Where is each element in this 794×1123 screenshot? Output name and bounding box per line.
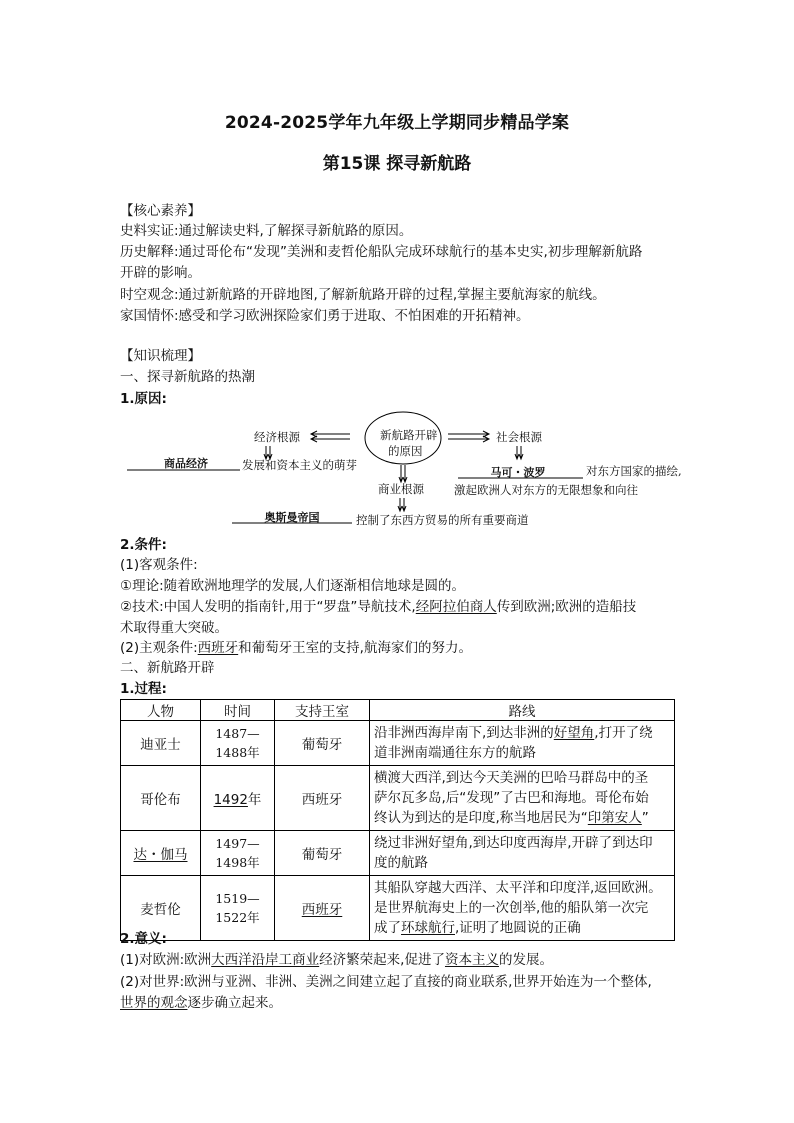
navigators-table	[120, 699, 675, 941]
cell-crown: 葡萄牙	[275, 721, 370, 766]
table-row	[121, 766, 675, 831]
table-row	[121, 831, 675, 876]
cell-person: 哥伦布	[121, 766, 201, 831]
cell-crown: 西班牙	[275, 766, 370, 831]
header-person: 人物	[121, 700, 201, 721]
cell-time: 1487— 1488年	[201, 721, 275, 766]
core-line-2: 历史解释:通过哥伦布“发现”美洲和麦哲伦船队完成环球航行的基本史实,初步理解新航路	[120, 244, 643, 260]
reason-label: 1.原因:	[120, 391, 167, 407]
answer-circumnavigation: 环球航行	[401, 920, 455, 936]
core-heading: 【核心素养】	[120, 203, 201, 219]
social-text-2: 激起欧洲人对东方的无限想象和向往	[454, 483, 638, 497]
cell-time: 1519— 1522年	[201, 876, 275, 941]
meaning-label: 2.意义:	[120, 931, 167, 947]
core-line-3: 开辟的影响。	[120, 265, 201, 281]
cond-tech-line-2: 术取得重大突破。	[120, 620, 228, 636]
cell-route: 横渡大西洋,到达今天美洲的巴哈马群岛中的圣 萨尔瓦多岛,后“发现”了古巴和海地。哥伦布始 终认为到达的是印度,称当地居民为“印第安人”	[370, 766, 675, 831]
cond-objective: (1)客观条件:	[120, 557, 198, 573]
cond-subjective: (2)主观条件:西班牙和葡萄牙王室的支持,航海家们的努力。	[120, 640, 472, 656]
table-header-row	[121, 700, 675, 721]
knowledge-heading: 【知识梳理】	[120, 348, 201, 364]
answer-indians: 印第安人	[587, 810, 642, 826]
cell-time: 1497— 1498年	[201, 831, 275, 876]
center-line-1: 新航路开辟	[380, 428, 438, 442]
answer-world-concept: 世界的观念	[120, 995, 188, 1011]
header-time: 时间	[201, 700, 275, 721]
cell-crown: 葡萄牙	[275, 831, 370, 876]
comm-answer: 奥斯曼帝国	[264, 511, 320, 524]
meaning-world-line-2: 世界的观念逐步确立起来。	[120, 995, 282, 1011]
document-title: 2024-2025学年九年级上学期同步精品学案	[224, 113, 570, 133]
core-line-4: 时空观念:通过新航路的开辟地图,了解新航路开辟的过程,掌握主要航海家的航线。	[120, 287, 606, 303]
cell-crown	[275, 876, 370, 941]
header-route: 路线	[370, 700, 675, 721]
answer-spain-2: 西班牙	[301, 902, 343, 918]
answer-1492: 1492	[213, 792, 248, 808]
section-1-title: 一、探寻新航路的热潮	[120, 369, 255, 385]
cell-person	[121, 831, 201, 876]
section-2-title: 二、新航路开辟	[120, 660, 215, 676]
process-label: 1.过程:	[120, 681, 167, 697]
meaning-world-line-1: (2)对世界:欧洲与亚洲、非洲、美洲之间建立起了直接的商业联系,世界开始连为一个整体,	[120, 974, 652, 990]
answer-da-gama: 达・伽马	[133, 847, 188, 863]
core-line-1: 史料实证:通过解读史料,了解探寻新航路的原因。	[120, 223, 413, 239]
economic-root: 经济根源	[254, 430, 300, 444]
answer-cape: 好望角	[553, 725, 595, 741]
cell-route: 绕过非洲好望角,到达印度西海岸,开辟了到达印 度的航路	[370, 831, 675, 876]
table-row	[121, 721, 675, 766]
commercial-root: 商业根源	[378, 482, 424, 496]
cond-label: 2.条件:	[120, 537, 167, 553]
cell-person: 麦哲伦	[121, 876, 201, 941]
comm-text: 控制了东西方贸易的所有重要商道	[356, 513, 529, 527]
meaning-europe: (1)对欧洲:欧洲大西洋沿岸工商业经济繁荣起来,促进了资本主义的发展。	[120, 952, 553, 968]
social-text-1: 对东方国家的描绘,	[586, 464, 682, 478]
social-answer: 马可・波罗	[490, 466, 546, 479]
cond-theory: ①理论:随着欧洲地理学的发展,人们逐渐相信地球是圆的。	[120, 578, 465, 594]
center-line-2: 的原因	[388, 444, 423, 458]
cell-route: 沿非洲西海岸南下,到达非洲的好望角,打开了绕 道非洲南端通往东方的航路	[370, 721, 675, 766]
lesson-title: 第15课 探寻新航路	[322, 154, 472, 174]
cond-tech-line-1: ②技术:中国人发明的指南针,用于“罗盘”导航技术,经阿拉伯商人传到欧洲;欧洲的造船技	[120, 599, 637, 615]
header-crown: 支持王室	[275, 700, 370, 721]
answer-capitalism: 资本主义	[444, 952, 499, 968]
answer-spain: 西班牙	[197, 640, 239, 656]
core-line-5: 家国情怀:感受和学习欧洲探险家们勇于进取、不怕困难的开拓精神。	[120, 308, 530, 324]
cell-person: 迪亚士	[121, 721, 201, 766]
table-row	[121, 876, 675, 941]
econ-answer: 商品经济	[164, 457, 208, 470]
answer-arab-merchants: 经阿拉伯商人	[415, 599, 497, 615]
social-root: 社会根源	[496, 430, 542, 444]
cell-route: 其船队穿越大西洋、太平洋和印度洋,返回欧洲。 是世界航海史上的一次创举,他的船队第一次完 成了环球航行,证明了地圆说的正确	[370, 876, 675, 941]
answer-atlantic: 大西洋沿岸工商业	[211, 952, 320, 968]
cell-time: 1492年	[201, 766, 275, 831]
econ-text: 发展和资本主义的萌芽	[242, 458, 357, 472]
